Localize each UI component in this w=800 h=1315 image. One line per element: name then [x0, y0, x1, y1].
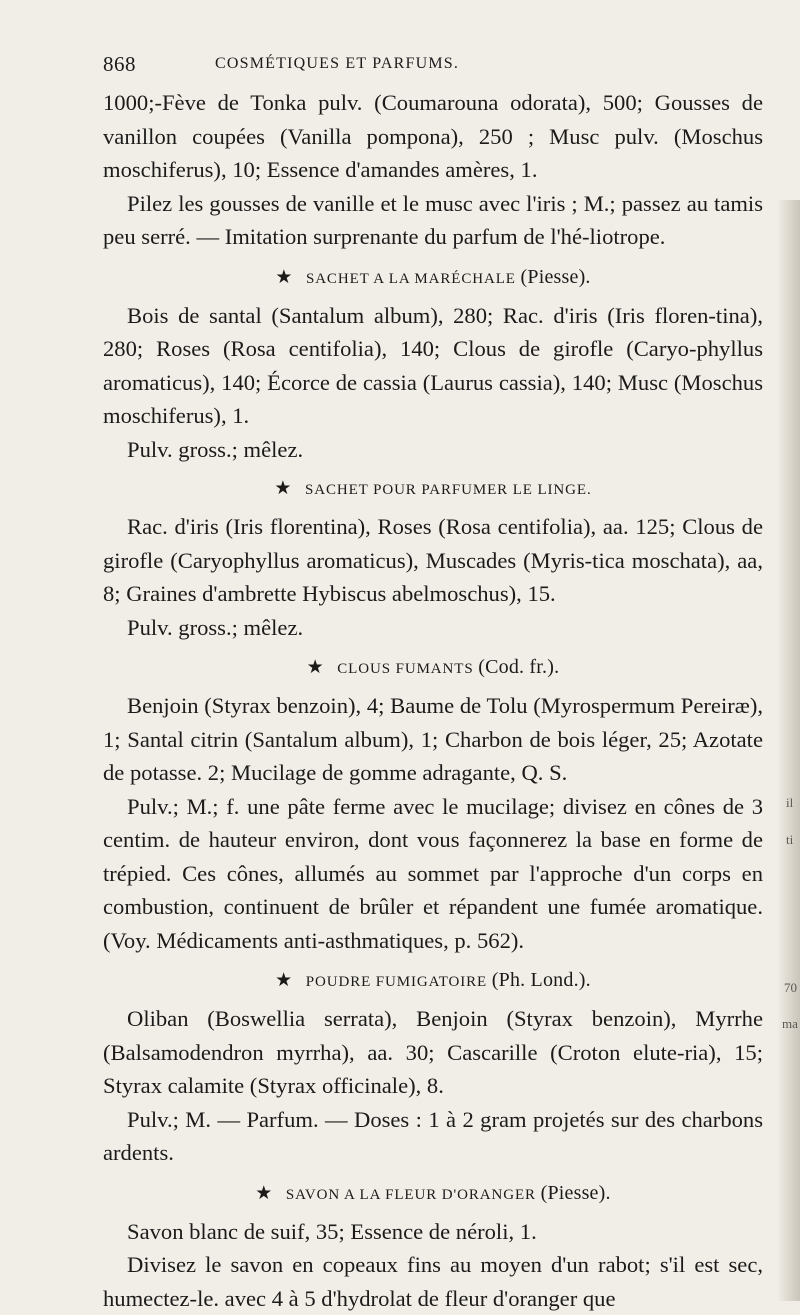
recipe-text: Divisez le savon en copeaux fins au moyen d'un rabot; s'il est sec, humectez-le. avec 4 à 5 d'hydrolat de fleur d'oranger que — [103, 1252, 763, 1311]
margin-mark: ma — [782, 1016, 798, 1031]
recipe-instructions — [103, 611, 763, 645]
star-icon: ★ — [306, 657, 325, 678]
star-icon: ★ — [274, 478, 293, 499]
intro-text-2: Pilez les gousses de vanille et le musc avec l'iris ; M.; passez au tamis peu serré. — Imitation surprenante du parfum de l'hé-liotrope. — [103, 190, 763, 249]
recipe-title-sachet-marechale — [103, 262, 763, 294]
recipe-instructions — [103, 1248, 763, 1315]
recipe-text: Rac. d'iris (Iris florentina), Roses (Rosa centifolia), aa. 125; Clous de girofle (Caryophyllus aromaticus), Muscades (Myris-tica moschata), aa, 8; Graines d'ambrette Hybiscus abelmoschus), 15. — [103, 514, 763, 606]
recipe-text: Benjoin (Styrax benzoin), 4; Baume de Tolu (Myrospermum Pereiræ), 1; Santal citrin (Santalum album), 1; Charbon de bois léger, 25; Azotate de potasse. 2; Mucilage de gomme adragante, Q. S. — [103, 693, 763, 785]
recipe-title-sachet-linge — [103, 474, 763, 505]
intro-text-1: 1000;-Fève de Tonka pulv. (Coumarouna odorata), 500; Gousses de vanillon coupées (Vanilla pompona), 250 ; Musc pulv. (Moschus moschiferus), 10; Essence d'amandes amères, 1. — [103, 90, 763, 182]
recipe-text: Savon blanc de suif, 35; Essence de néroli, 1. — [127, 1218, 537, 1244]
intro-paragraph-1 — [103, 86, 763, 187]
star-icon: ★ — [255, 1182, 274, 1204]
page-number: 868 — [103, 52, 136, 76]
recipe-ingredients — [103, 510, 763, 611]
recipe-text: Pulv.; M. — Parfum. — Doses : 1 à 2 gram projetés sur des charbons ardents. — [103, 1106, 763, 1165]
recipe-text: Oliban (Boswellia serrata), Benjoin (Styrax benzoin), Myrrhe (Balsamodendron myrrha), aa. 30; Cascarille (Croton elute-ria), 15; Styrax calamite (Styrax officinale), 8. — [103, 1006, 763, 1098]
page-edge-shadow — [778, 200, 800, 1301]
recipe-ingredients — [103, 299, 763, 433]
recipe-text: Pulv.; M.; f. une pâte ferme avec le mucilage; divisez en cônes de 3 centim. de hauteur environ, dont vous façonnerez la base en forme de trépied. Ces cônes, allumés au sommet par l'approche d'un corps en combustion, continuent de brûler et répandent une fumée aromatique. (Voy. Médicaments anti-asthmatiques, p. 562). — [103, 793, 763, 953]
recipe-title-text: SACHET A LA MARÉCHALE — [305, 270, 516, 287]
recipe-instructions — [103, 433, 763, 467]
star-icon: ★ — [275, 266, 294, 288]
recipe-source: (Ph. Lond.). — [491, 969, 591, 991]
recipe-source: (Piesse). — [540, 1181, 611, 1204]
recipe-instructions — [103, 790, 763, 958]
body-text — [103, 86, 763, 1315]
recipe-source: (Piesse). — [520, 265, 591, 288]
recipe-ingredients — [103, 1002, 763, 1103]
recipe-title-savon-oranger — [103, 1178, 763, 1210]
margin-mark: ti — [786, 832, 794, 847]
recipe-text: Bois de santal (Santalum album), 280; Rac. d'iris (Iris floren-tina), 280; Roses (Rosa centifolia), 140; Clous de girofle (Caryo-phyllus aromaticus), 140; Écorce de cassia (Laurus cassia), 140; Musc (Moschus moschiferus), 1. — [103, 302, 763, 428]
margin-mark: 70 — [784, 980, 797, 995]
recipe-ingredients — [103, 1215, 763, 1249]
recipe-title-text: SACHET POUR PARFUMER LE LINGE. — [304, 482, 592, 498]
star-icon: ★ — [275, 970, 294, 991]
recipe-title-text: CLOUS FUMANTS — [337, 661, 474, 677]
recipe-title-text: POUDRE FUMIGATOIRE — [305, 974, 488, 990]
recipe-title-text: SAVON A LA FLEUR D'ORANGER — [285, 1186, 536, 1203]
recipe-title-poudre-fumigatoire — [103, 965, 763, 997]
recipe-text: Pulv. gross.; mêlez. — [127, 436, 304, 462]
recipe-instructions — [103, 1103, 763, 1170]
recipe-ingredients — [103, 689, 763, 790]
running-head: COSMÉTIQUES ET PARFUMS. — [215, 55, 460, 72]
page-header — [103, 48, 703, 80]
recipe-text: Pulv. gross.; mêlez. — [127, 614, 304, 640]
recipe-title-clous-fumants — [103, 652, 763, 684]
recipe-source: (Cod. fr.). — [478, 656, 560, 678]
margin-mark: il — [786, 795, 794, 810]
intro-paragraph-2 — [103, 187, 763, 254]
